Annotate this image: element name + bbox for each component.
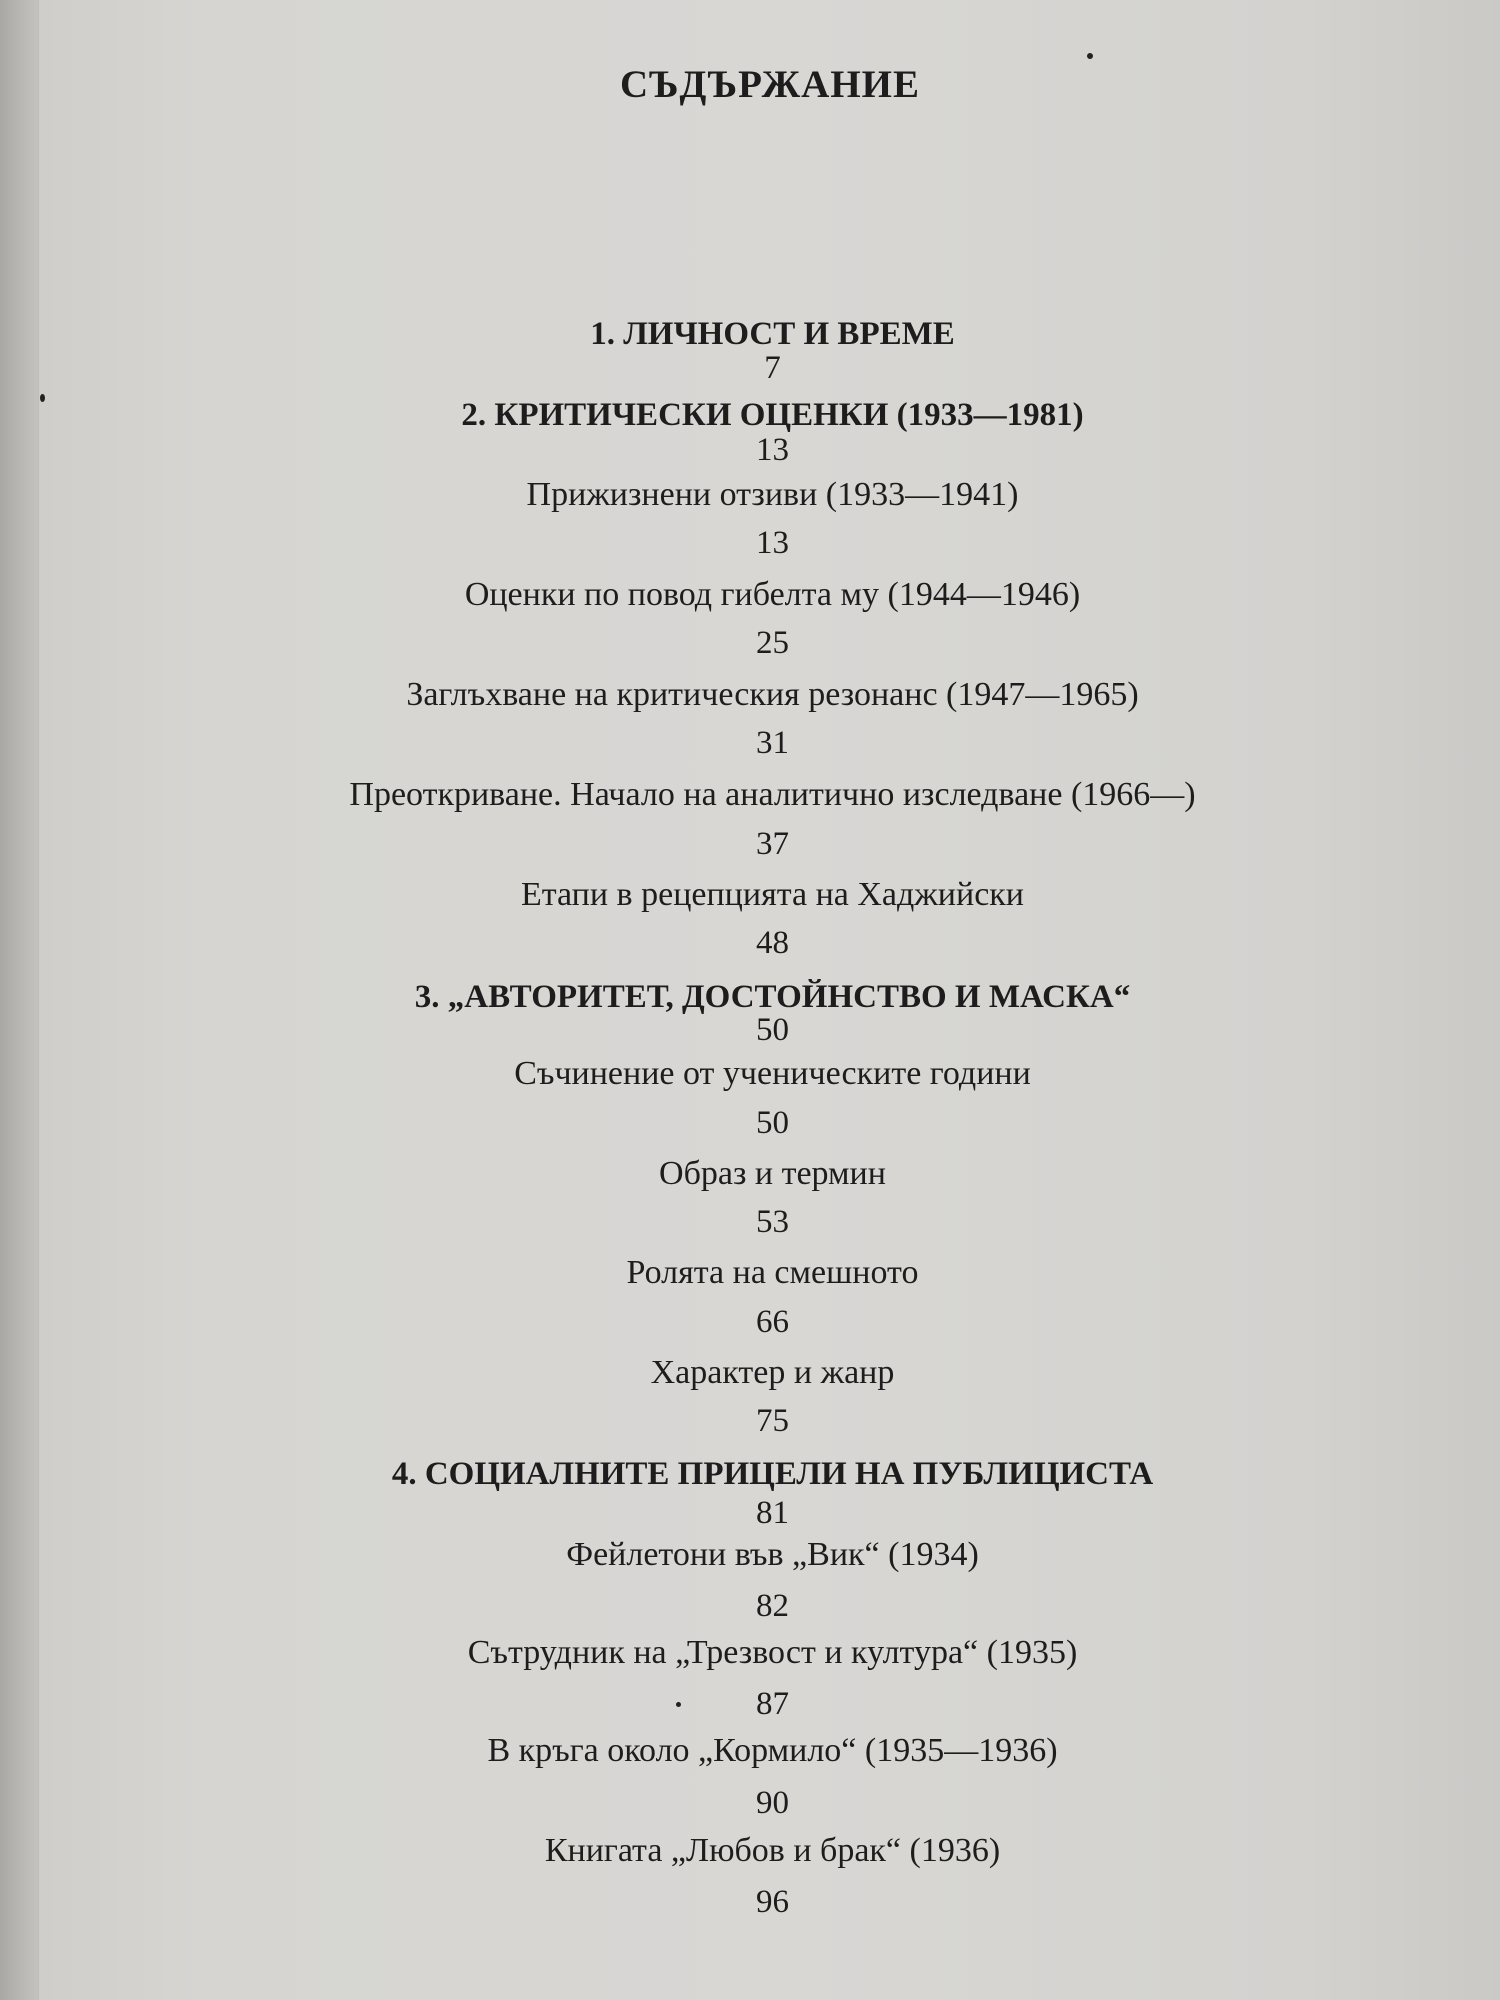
ink-speck <box>1087 53 1093 59</box>
toc-page-number: 13 <box>756 432 789 468</box>
toc-page-number: 81 <box>756 1495 789 1531</box>
toc-chapter-title: 2. КРИТИЧЕСКИ ОЦЕНКИ (1933—1981) <box>461 397 1084 433</box>
toc-page-number: 37 <box>756 826 789 862</box>
toc-page-number: 53 <box>756 1204 789 1240</box>
toc-page-number: 13 <box>756 525 789 561</box>
toc-section-title: Образ и термин <box>659 1155 886 1192</box>
toc-section-title: Етапи в рецепцията на Хаджийски <box>520 876 1024 913</box>
toc-page-number: 75 <box>756 1403 789 1439</box>
toc-page-number: 31 <box>756 725 789 761</box>
toc-page-number: 7 <box>764 350 781 386</box>
toc-section-title: Преоткриване. Начало на аналитично изследване (1966—) <box>349 776 1196 813</box>
toc-page-number: 50 <box>756 1012 789 1048</box>
toc-page-number: 48 <box>756 925 789 961</box>
toc-page-number: 82 <box>756 1588 789 1624</box>
toc-page-number: 50 <box>756 1105 789 1141</box>
toc-section-title: Съчинение от ученическите години <box>514 1055 1031 1092</box>
toc-section-title: Ролята на смешното <box>626 1254 919 1291</box>
toc-page-number: 90 <box>756 1785 789 1821</box>
toc-chapter-title: 1. ЛИЧНОСТ И ВРЕМЕ <box>590 316 955 352</box>
toc-page-number: 87 <box>756 1686 789 1722</box>
toc-section-title: Характер и жанр <box>650 1354 895 1391</box>
toc-chapter-title: 3. „АВТОРИТЕТ, ДОСТОЙНСТВО И МАСКА“ <box>414 979 1131 1015</box>
toc-chapter-title: 4. СОЦИАЛНИТЕ ПРИЦЕЛИ НА ПУБЛИЦИСТА <box>391 1456 1154 1492</box>
page-title: СЪДЪРЖАНИЕ <box>619 63 921 106</box>
toc-section-title: Заглъхване на критическия резонанс (1947—1965) <box>406 676 1139 713</box>
toc-section-title: Сътрудник на „Трезвост и култура“ (1935) <box>467 1634 1078 1671</box>
toc-section-title: Прижизнени отзиви (1933—1941) <box>526 476 1019 513</box>
toc-page-number: 66 <box>756 1304 789 1340</box>
toc-section-title: Книгата „Любов и брак“ (1936) <box>544 1832 1001 1869</box>
toc-page-number: 25 <box>756 625 789 661</box>
toc-page-number: 96 <box>756 1884 789 1920</box>
toc-section-title: Фейлетони във „Вик“ (1934) <box>566 1536 979 1573</box>
toc-section-title: Оценки по повод гибелта му (1944—1946) <box>464 576 1081 613</box>
toc-section-title: В кръга около „Кормило“ (1935—1936) <box>487 1732 1058 1769</box>
